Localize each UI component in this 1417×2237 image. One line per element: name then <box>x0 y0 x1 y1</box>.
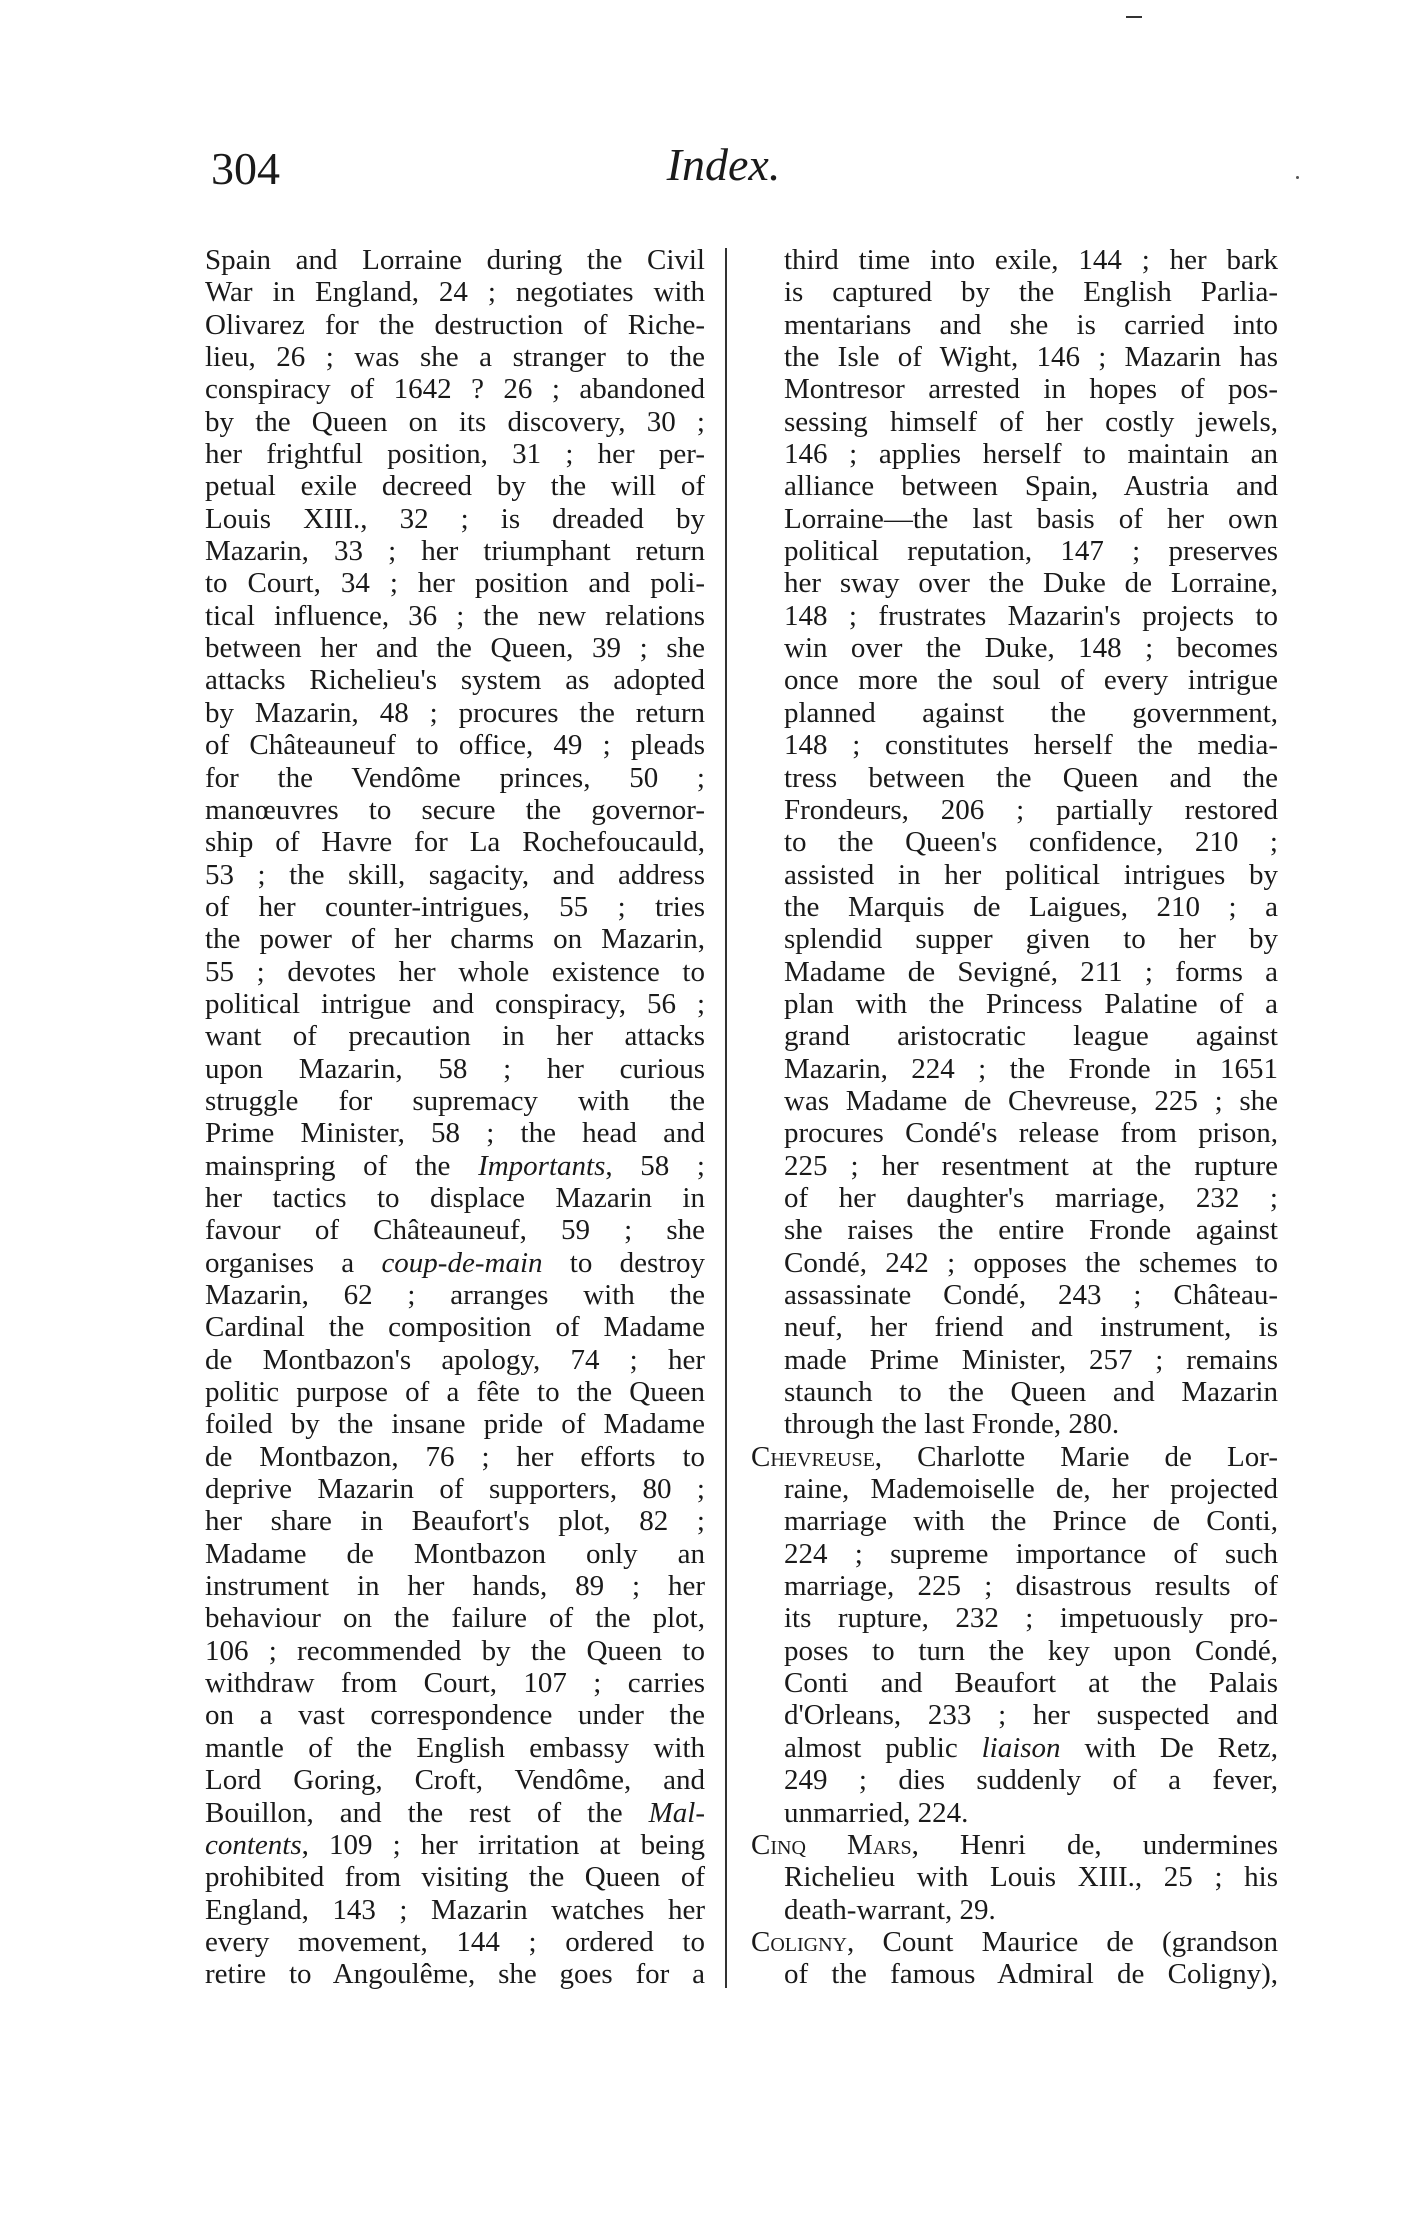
text-line <box>751 859 1278 891</box>
text-run: , Count Maurice de (grandson <box>847 1925 1278 1958</box>
text-run: Lord Goring, Croft, Vendôme, and <box>205 1764 705 1797</box>
text-line <box>751 1117 1278 1149</box>
text-line <box>751 956 1278 988</box>
text-run: on a vast correspondence under the <box>205 1699 705 1732</box>
text-run: between her and the Queen, 39 ; she <box>205 632 705 665</box>
text-run: conspiracy of 1642 ? 26 ; abandoned <box>205 373 705 406</box>
text-run: mainspring of the <box>205 1149 479 1182</box>
text-run: d'Orleans, 233 ; her suspected and <box>784 1699 1278 1732</box>
text-run: Olivarez for the destruction of Riche- <box>205 308 705 341</box>
text-run: the Isle of Wight, 146 ; Mazarin has <box>784 341 1278 374</box>
text-line <box>205 794 705 826</box>
text-line <box>751 1247 1278 1279</box>
text-run: de Montbazon, 76 ; her efforts to <box>205 1440 705 1473</box>
text-line <box>751 1538 1278 1570</box>
text-line <box>205 762 705 794</box>
italic-term: Mal- <box>648 1796 705 1829</box>
text-line <box>205 438 705 470</box>
text-run: its rupture, 232 ; impetuously pro- <box>784 1602 1278 1635</box>
text-line <box>205 1861 705 1893</box>
text-line <box>205 1926 705 1958</box>
text-line <box>751 632 1278 664</box>
text-line <box>205 1732 705 1764</box>
text-run: Montresor arrested in hopes of pos- <box>784 373 1278 406</box>
text-line <box>751 1699 1278 1731</box>
text-line <box>205 923 705 955</box>
text-run: Mazarin, 224 ; the Fronde in 1651 <box>784 1052 1278 1085</box>
text-line <box>751 535 1278 567</box>
text-line <box>205 1053 705 1085</box>
text-run: attacks Richelieu's system as adopted <box>205 664 705 697</box>
text-run: Prime Minister, 58 ; the head and <box>205 1117 705 1150</box>
text-run: by Mazarin, 48 ; procures the return <box>205 696 705 729</box>
text-run: , Henri de, undermines <box>911 1828 1278 1861</box>
text-run: 148 ; frustrates Mazarin's projects to <box>784 599 1278 632</box>
text-line <box>205 1538 705 1570</box>
text-line <box>751 794 1278 826</box>
text-run: the Marquis de Laigues, 210 ; a <box>784 890 1278 923</box>
text-run: 225 ; her resentment at the rupture <box>784 1149 1278 1182</box>
text-run: mentarians and she is carried into <box>784 308 1278 341</box>
entry-headword: Cinq Mars <box>751 1828 912 1861</box>
text-run: Cardinal the composition of Madame <box>205 1311 705 1344</box>
text-line <box>751 1441 1278 1473</box>
text-line <box>205 1958 705 1990</box>
entry-headword: Coligny <box>751 1925 847 1958</box>
text-line <box>205 729 705 761</box>
text-run: de Montbazon's apology, 74 ; her <box>205 1343 705 1376</box>
text-run: by the Queen on its discovery, 30 ; <box>205 405 705 438</box>
text-line <box>751 438 1278 470</box>
italic-term: contents <box>205 1828 302 1861</box>
text-run: procures Condé's release from prison, <box>784 1117 1278 1150</box>
text-run: staunch to the Queen and Mazarin <box>784 1376 1278 1409</box>
text-line <box>205 1602 705 1634</box>
text-line <box>205 1020 705 1052</box>
text-run: , Charlotte Marie de Lor- <box>874 1440 1278 1473</box>
text-run: to the Queen's confidence, 210 ; <box>784 826 1278 859</box>
text-line <box>205 341 705 373</box>
text-run: alliance between Spain, Austria and <box>784 470 1278 503</box>
text-run: foiled by the insane pride of Madame <box>205 1408 705 1441</box>
text-line <box>751 1408 1278 1440</box>
text-run: 249 ; dies suddenly of a fever, <box>784 1764 1278 1797</box>
text-run: to Court, 34 ; her position and poli- <box>205 567 705 600</box>
page-number: 304 <box>211 143 280 194</box>
text-line <box>205 1117 705 1149</box>
text-line <box>205 1214 705 1246</box>
text-run: politic purpose of a fête to the Queen <box>205 1376 705 1409</box>
text-line <box>751 503 1278 535</box>
text-line <box>751 373 1278 405</box>
text-line <box>751 567 1278 599</box>
text-line <box>751 1602 1278 1634</box>
text-run: unmarried, 224. <box>784 1796 969 1829</box>
text-line <box>751 1732 1278 1764</box>
text-run: 224 ; supreme importance of such <box>784 1537 1278 1570</box>
text-line <box>751 309 1278 341</box>
text-run: Mazarin, 62 ; arranges with the <box>205 1279 705 1311</box>
text-line <box>205 1311 705 1343</box>
text-run: neuf, her friend and instrument, is <box>784 1311 1278 1344</box>
text-line <box>751 1958 1278 1990</box>
text-run: Lorraine—the last basis of her own <box>784 502 1278 535</box>
text-line <box>205 1570 705 1602</box>
text-run: 148 ; constitutes herself the media- <box>784 729 1278 762</box>
text-run: almost public <box>784 1731 982 1764</box>
text-run: poses to turn the key upon Condé, <box>784 1634 1278 1667</box>
text-run: is captured by the English Parlia- <box>784 276 1278 309</box>
text-run: was Madame de Chevreuse, 225 ; she <box>784 1084 1278 1117</box>
text-line <box>751 1053 1278 1085</box>
text-run: Richelieu with Louis XIII., 25 ; his <box>784 1861 1278 1894</box>
text-line <box>205 988 705 1020</box>
text-run: petual exile decreed by the will of <box>205 470 705 503</box>
text-run: Frondeurs, 206 ; partially restored <box>784 793 1278 826</box>
text-line <box>205 1376 705 1408</box>
text-line <box>751 1667 1278 1699</box>
text-line <box>751 1182 1278 1214</box>
text-run: her share in Beaufort's plot, 82 ; <box>205 1505 705 1538</box>
text-line <box>751 1085 1278 1117</box>
text-run: England, 143 ; Mazarin watches her <box>205 1893 705 1926</box>
text-run: marriage with the Prince de Conti, <box>784 1505 1278 1538</box>
index-entry <box>751 244 1278 1441</box>
column-divider <box>725 248 727 1988</box>
italic-term: coup-de-main <box>381 1246 543 1279</box>
text-run: Madame de Sevigné, 211 ; forms a <box>784 955 1278 988</box>
text-run: splendid supper given to her by <box>784 923 1278 956</box>
text-run: to destroy <box>542 1246 705 1279</box>
index-column-right <box>751 244 1278 1991</box>
text-line <box>751 276 1278 308</box>
text-line <box>205 567 705 599</box>
text-line <box>205 373 705 405</box>
text-run: mantle of the English embassy with <box>205 1731 705 1764</box>
text-run: manœuvres to secure the governor- <box>205 793 705 826</box>
text-run: Condé, 242 ; opposes the schemes to <box>784 1246 1278 1279</box>
text-line <box>751 1344 1278 1376</box>
text-run: marriage, 225 ; disastrous results of <box>784 1570 1278 1603</box>
text-run: her frightful position, 31 ; her per- <box>205 438 705 471</box>
text-line <box>205 1247 705 1279</box>
text-line <box>205 1344 705 1376</box>
text-run: political reputation, 147 ; preserves <box>784 535 1278 568</box>
text-line <box>751 1894 1278 1926</box>
text-line <box>205 826 705 858</box>
text-line <box>751 923 1278 955</box>
text-run: withdraw from Court, 107 ; carries <box>205 1667 705 1700</box>
text-line <box>751 600 1278 632</box>
text-line <box>751 244 1278 276</box>
text-line <box>751 762 1278 794</box>
text-run: through the last Fronde, 280. <box>784 1408 1120 1441</box>
text-line <box>751 891 1278 923</box>
text-run: third time into exile, 144 ; her bark <box>784 244 1278 276</box>
text-line <box>205 664 705 696</box>
text-run: of Châteauneuf to office, 49 ; pleads <box>205 729 705 762</box>
text-line <box>205 1408 705 1440</box>
text-line <box>205 1894 705 1926</box>
text-run: her sway over the Duke de Lorraine, <box>784 567 1278 600</box>
text-run: sessing himself of her costly jewels, <box>784 405 1278 438</box>
text-run: of her counter-intrigues, 55 ; tries <box>205 890 705 923</box>
text-run: grand aristocratic league against <box>784 1020 1278 1053</box>
text-line <box>751 729 1278 761</box>
text-run: Louis XIII., 32 ; is dreaded by <box>205 502 705 535</box>
text-line <box>205 470 705 502</box>
text-run: plan with the Princess Palatine of a <box>784 987 1278 1020</box>
text-line <box>205 859 705 891</box>
text-run: want of precaution in her attacks <box>205 1020 705 1053</box>
text-line <box>205 956 705 988</box>
running-head-title: Index. <box>666 139 781 190</box>
text-line <box>205 1667 705 1699</box>
text-line <box>751 1635 1278 1667</box>
text-line <box>205 1829 705 1861</box>
text-line <box>751 664 1278 696</box>
text-line <box>751 1150 1278 1182</box>
text-run: tress between the Queen and the <box>784 761 1278 794</box>
text-line <box>205 1699 705 1731</box>
text-run: win over the Duke, 148 ; becomes <box>784 632 1278 665</box>
entry-headword: Chevreuse <box>751 1440 875 1473</box>
text-line <box>205 406 705 438</box>
text-line <box>205 600 705 632</box>
text-line <box>205 1150 705 1182</box>
text-line <box>751 1570 1278 1602</box>
text-run: assisted in her political intrigues by <box>784 858 1278 891</box>
text-run: she raises the entire Fronde against <box>784 1214 1278 1247</box>
text-run: once more the soul of every intrigue <box>784 664 1278 697</box>
text-run: Conti and Beaufort at the Palais <box>784 1667 1278 1700</box>
text-run: upon Mazarin, 58 ; her curious <box>205 1052 705 1085</box>
text-line <box>205 1279 705 1311</box>
text-run: political intrigue and conspiracy, 56 ; <box>205 987 705 1020</box>
text-run: 55 ; devotes her whole existence to <box>205 955 705 988</box>
text-run: , 58 ; <box>605 1149 705 1182</box>
text-run: instrument in her hands, 89 ; her <box>205 1570 705 1603</box>
text-run: with De Retz, <box>1060 1731 1278 1764</box>
text-run: her tactics to displace Mazarin in <box>205 1181 705 1214</box>
text-line <box>751 1214 1278 1246</box>
text-line <box>205 503 705 535</box>
text-line <box>751 1829 1278 1861</box>
text-line <box>205 1085 705 1117</box>
text-line <box>205 1441 705 1473</box>
text-run: for the Vendôme princes, 50 ; <box>205 761 705 794</box>
text-line <box>751 1505 1278 1537</box>
text-line <box>751 1473 1278 1505</box>
text-line <box>205 244 705 276</box>
text-run: raine, Mademoiselle de, her projected <box>784 1473 1278 1506</box>
text-line <box>205 276 705 308</box>
text-run: assassinate Condé, 243 ; Château- <box>784 1279 1278 1311</box>
index-column-left <box>205 244 705 1991</box>
index-entry <box>205 244 705 1991</box>
text-run: organises a <box>205 1246 382 1279</box>
text-line <box>751 1020 1278 1052</box>
text-run: of the famous Admiral de Coligny), <box>784 1958 1278 1991</box>
text-run: planned against the government, <box>784 696 1278 729</box>
text-run: 146 ; applies herself to maintain an <box>784 438 1278 471</box>
text-line <box>751 406 1278 438</box>
italic-term: liaison <box>981 1731 1061 1764</box>
text-run: , 109 ; her irritation at being <box>301 1828 705 1861</box>
text-run: favour of Châteauneuf, 59 ; she <box>205 1214 705 1247</box>
text-run: of her daughter's marriage, 232 ; <box>784 1181 1278 1214</box>
text-line <box>205 1635 705 1667</box>
text-line <box>205 309 705 341</box>
text-run: ship of Havre for La Rochefoucauld, <box>205 826 705 859</box>
text-run: struggle for supremacy with the <box>205 1084 705 1117</box>
text-run: death-warrant, 29. <box>784 1893 996 1926</box>
text-run: 53 ; the skill, sagacity, and address <box>205 858 705 891</box>
text-run: War in England, 24 ; negotiates with <box>205 276 705 309</box>
scan-mark <box>1126 16 1142 18</box>
text-run: Bouillon, and the rest of the <box>205 1796 649 1829</box>
text-run: tical influence, 36 ; the new relations <box>205 599 705 632</box>
text-run: behaviour on the failure of the plot, <box>205 1602 705 1635</box>
text-line <box>205 632 705 664</box>
text-run: retire to Angoulême, she goes for a <box>205 1958 705 1991</box>
index-entry <box>751 1441 1278 1829</box>
text-line <box>751 826 1278 858</box>
italic-term: Importants <box>478 1149 606 1182</box>
text-line <box>751 697 1278 729</box>
text-line <box>751 1311 1278 1343</box>
text-run: made Prime Minister, 257 ; remains <box>784 1343 1278 1376</box>
text-line <box>751 1861 1278 1893</box>
text-run: Madame de Montbazon only an <box>205 1537 705 1570</box>
text-run: 106 ; recommended by the Queen to <box>205 1634 705 1667</box>
text-line <box>751 1926 1278 1958</box>
text-line <box>205 1505 705 1537</box>
text-run: lieu, 26 ; was she a stranger to the <box>205 341 705 374</box>
text-line <box>205 1473 705 1505</box>
text-line <box>751 341 1278 373</box>
text-line <box>205 1764 705 1796</box>
text-run: prohibited from visiting the Queen of <box>205 1861 705 1894</box>
text-line <box>751 470 1278 502</box>
text-line <box>751 1376 1278 1408</box>
text-run: Spain and Lorraine during the Civil <box>205 244 705 276</box>
index-entry <box>751 1926 1278 1991</box>
text-run: every movement, 144 ; ordered to <box>205 1925 705 1958</box>
text-line <box>205 697 705 729</box>
text-line <box>205 1797 705 1829</box>
text-run: deprive Mazarin of supporters, 80 ; <box>205 1473 705 1506</box>
text-line <box>751 1797 1278 1829</box>
text-run: Mazarin, 33 ; her triumphant return <box>205 535 705 568</box>
text-line <box>751 1279 1278 1311</box>
text-line <box>751 1764 1278 1796</box>
text-line <box>751 988 1278 1020</box>
index-entry <box>751 1829 1278 1926</box>
text-line <box>205 535 705 567</box>
text-line <box>205 891 705 923</box>
text-line <box>205 1182 705 1214</box>
text-run: the power of her charms on Mazarin, <box>205 923 705 956</box>
